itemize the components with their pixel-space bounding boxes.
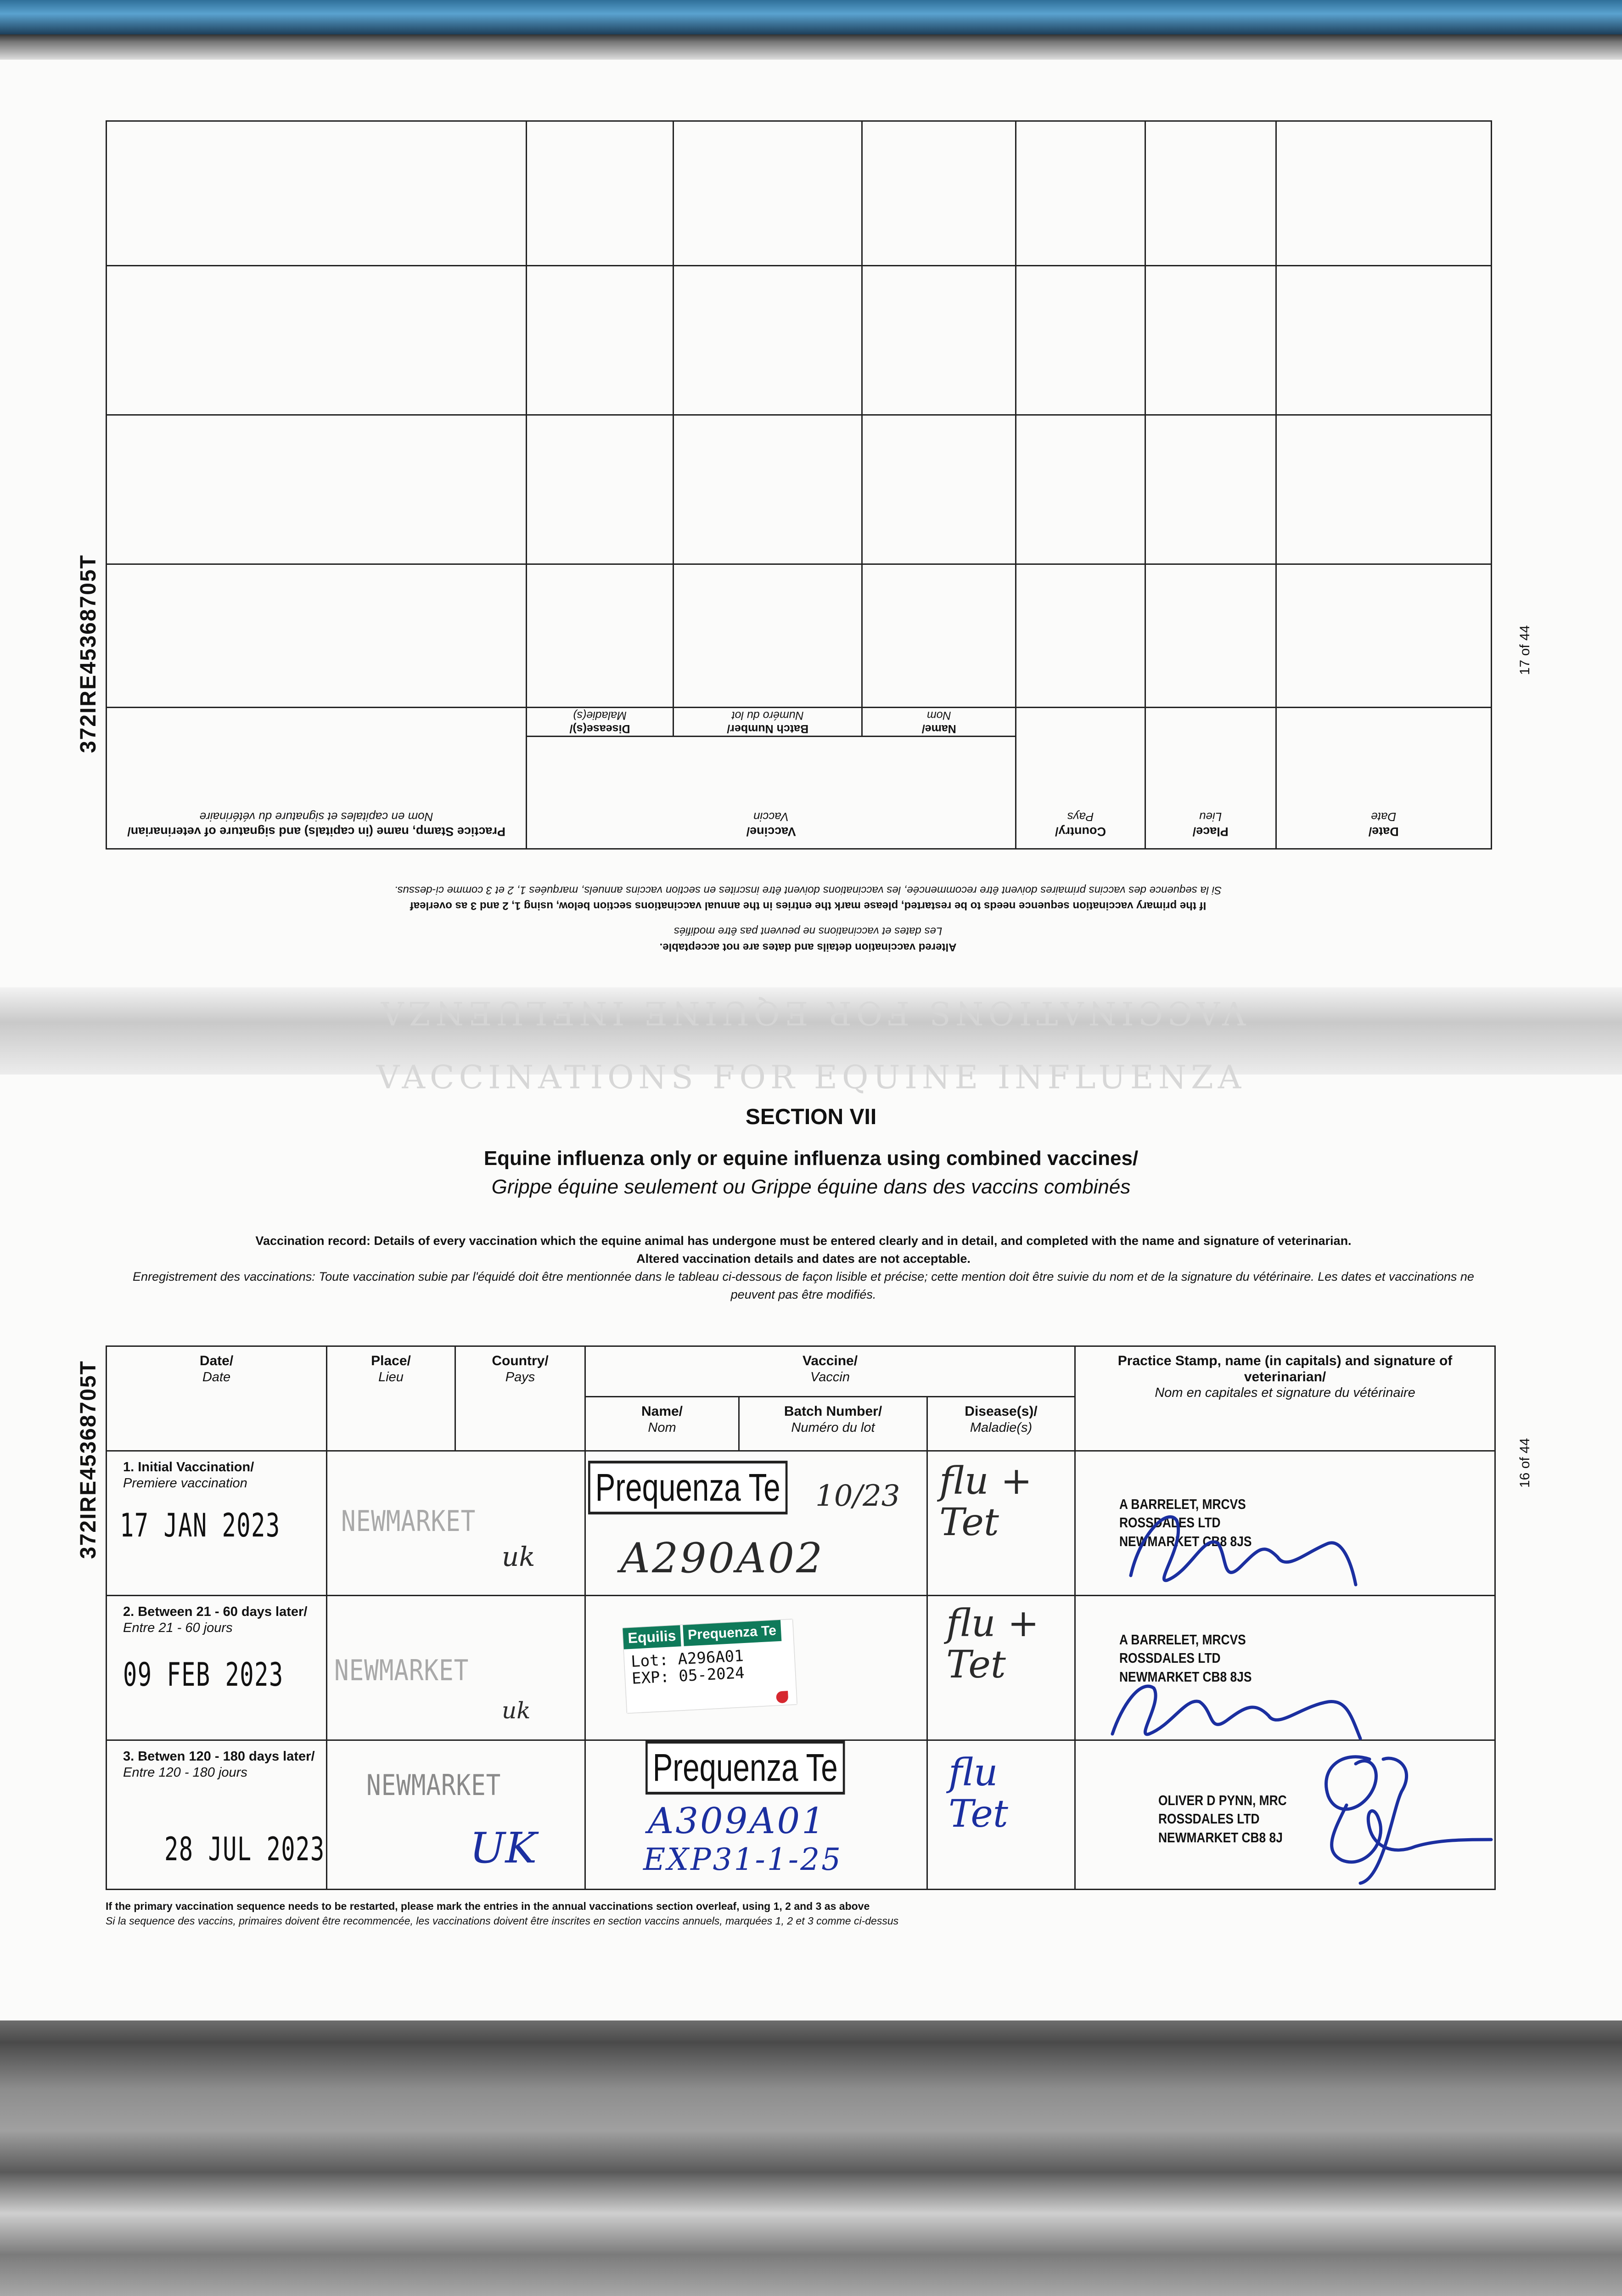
row2-country: uk: [502, 1697, 531, 1724]
row1-signature: [1112, 1479, 1369, 1598]
row3-vet-stamp: [1158, 1791, 1287, 1847]
table-row: [107, 1740, 1495, 1890]
page-title-fr: Grippe équine seulement ou Grippe équine dans des vaccins combinés: [491, 1176, 1131, 1198]
row2-vet-practice: ROSSDALES LTD: [1119, 1650, 1221, 1666]
page-top-shadow: [0, 34, 1622, 60]
row3-batch-expiry: EXP31-1-25: [643, 1842, 843, 1877]
upper-note-restart-fr: Si la sequence des vaccins primaires doivent être recommencée, les vaccinations doivent être inscrites en section vaccins annuels, marquées 1, 2 et 3 comme ci-dessus.: [394, 884, 1222, 896]
row1-country: uk: [502, 1541, 535, 1572]
upper-heading-bleed: VACCINATIONS FOR EQUINE INFLUENZA: [376, 994, 1246, 1032]
page-number: 16 of 44: [1517, 1438, 1532, 1488]
record-altered: Altered vaccination details and dates are not acceptable.: [636, 1252, 971, 1266]
vaccination-table: [106, 1345, 1494, 1890]
sticker-details: Lot: A296A01 EXP: 05-2024: [630, 1647, 745, 1688]
row2-date-cell: [107, 1596, 327, 1740]
col-date: Date/ Date: [107, 1346, 327, 1451]
col-stamp: Practice Stamp, name (in capitals) and signature of veterinarian/ Nom en capitales et signature du vétérinaire: [1075, 1346, 1495, 1451]
row2-disease: flu + Tet: [946, 1602, 1039, 1687]
sticker-red-mark: [776, 1691, 788, 1703]
col-name: Name/ Nom: [585, 1397, 739, 1451]
upper-col-batch: Batch Number/ Numéro du lot: [673, 708, 862, 737]
row1-batch: A290A02: [620, 1534, 825, 1582]
row1-place-country-cell: [327, 1451, 585, 1596]
row3-vet-address: NEWMARKET CB8 8J: [1158, 1829, 1283, 1846]
upper-passport-id: 372IRE45368705T: [76, 554, 101, 753]
row1-date-cell: [107, 1451, 327, 1596]
upper-col-place: Place/ Lieu: [1145, 708, 1276, 849]
upper-col-country: Country/ Pays: [1016, 708, 1145, 849]
table-row: [107, 1596, 1495, 1740]
row2-vet-name: A BARRELET, MRCVS: [1119, 1632, 1246, 1648]
row1-vet-practice: ROSSDALES LTD: [1119, 1514, 1221, 1531]
upper-col-stamp: Practice Stamp, name (in capitals) and signature of veterinarian/ Nom en capitales et signature du vétérinaire: [107, 708, 527, 849]
upper-col-disease: Disease(s)/ Maladie(s): [527, 708, 673, 737]
upper-note-altered-fr: Les dates et vaccinations ne peuvent pas être modifiés: [673, 925, 943, 938]
row3-date-cell: [107, 1740, 327, 1890]
upper-note-altered: Altered vaccination details and dates are not acceptable.: [659, 941, 957, 954]
col-country: Country/ Pays: [455, 1346, 585, 1451]
record-text: Vaccination record: Details of every vaccination which the equine animal has undergone must be entered clearly and in detail, and completed with the name and signature of veterinarian.: [255, 1234, 1352, 1248]
section-title: SECTION VII: [745, 1105, 877, 1129]
row3-batch: A309A01: [648, 1801, 826, 1842]
row1-place: NEWMARKET: [341, 1504, 476, 1538]
row1-vet-address: NEWMARKET CB8 8JS: [1119, 1533, 1252, 1549]
passport-id: 372IRE45368705T: [76, 1360, 101, 1559]
row1-stamp-cell: [1075, 1451, 1495, 1596]
row1-date: 17 JAN 2023: [120, 1507, 281, 1544]
row1-disease-cell: [927, 1451, 1075, 1596]
row3-disease: flu Tet: [949, 1751, 1008, 1836]
footnote: [106, 1899, 898, 1928]
sticker-product: Prequenza Te: [683, 1620, 781, 1646]
upper-col-vaccine: Vaccine/ Vaccin: [527, 737, 1016, 849]
page-title: Equine influenza only or equine influenza using combined vaccines/: [483, 1147, 1139, 1170]
record-instructions: [115, 1232, 1492, 1304]
row3-place-country-cell: [327, 1740, 585, 1890]
scanner-bottom-edge: [0, 2020, 1622, 2296]
row3-country: UK: [470, 1823, 537, 1873]
row2-stamp-cell: [1075, 1596, 1495, 1740]
row2-date: 09 FEB 2023: [123, 1656, 284, 1694]
col-vaccine: Vaccine/ Vaccin: [585, 1346, 1075, 1397]
footnote-en: If the primary vaccination sequence needs to be restarted, please mark the entries in the annual vaccinations section overleaf, using 1, 2 and 3 as above: [106, 1900, 870, 1912]
row3-stamp-cell: [1075, 1740, 1495, 1890]
watermark: VACCINATIONS FOR EQUINE INFLUENZA: [376, 1058, 1246, 1096]
row1-label: 1. Initial Vaccination/ Premiere vaccination: [123, 1460, 254, 1491]
vaccine-sticker: [623, 1619, 797, 1713]
col-batch: Batch Number/ Numéro du lot: [739, 1397, 927, 1451]
row3-disease-cell: [927, 1740, 1075, 1890]
row1-disease: flu + Tet: [939, 1459, 1033, 1545]
row3-place: NEWMARKET: [366, 1768, 501, 1802]
upper-page-number: 17 of 44: [1517, 625, 1532, 675]
footnote-fr: Si la sequence des vaccins, primaires doivent être recommencée, les vaccinations doivent être inscrites en section vaccins annuels, marquées 1, 2 et 3 comme ci-dessus: [106, 1915, 899, 1927]
row3-vet-practice: ROSSDALES LTD: [1158, 1811, 1260, 1827]
sticker-brand: Equilis: [623, 1625, 681, 1649]
row2-vet-address: NEWMARKET CB8 8JS: [1119, 1668, 1252, 1685]
upper-notes: [220, 882, 1396, 955]
row1-vet-name: A BARRELET, MRCVS: [1119, 1496, 1246, 1512]
row3-vaccine-name: Prequenza Te: [645, 1741, 845, 1795]
row1-vaccine-name: Prequenza Te: [588, 1461, 787, 1514]
upper-col-date: Date/ Date: [1276, 708, 1491, 849]
scanner-top-edge: [0, 0, 1622, 34]
col-place: Place/ Lieu: [327, 1346, 455, 1451]
row3-date: 28 JUL 2023: [164, 1830, 325, 1868]
upper-note-restart: If the primary vaccination sequence needs to be restarted, please mark the entries in the annual vaccinations section below, using 1, 2 and 3 as overleaf: [410, 900, 1207, 912]
row3-label: 3. Betwen 120 - 180 days later/ Entre 120 - 180 jours: [123, 1749, 315, 1780]
record-text-fr: Enregistrement des vaccinations: Toute vaccination subie par l'équidé doit être mentionnée dans le tableau ci-dessous de façon lisible et précise; cette mention doit être suivie du nom et de la signature du vétérinaire. Les dates et vaccinations ne peuvent pas être modifiés.: [133, 1270, 1474, 1302]
row2-disease-cell: [927, 1596, 1075, 1740]
row1-batch-expiry: 10/23: [815, 1479, 900, 1513]
col-disease: Disease(s)/ Maladie(s): [927, 1397, 1075, 1451]
row3-signature: [1278, 1741, 1493, 1888]
upper-vaccination-table: [106, 152, 1492, 850]
row2-signature: [1103, 1651, 1388, 1743]
row2-vaccine-cell: [585, 1596, 927, 1740]
row2-place-country-cell: [327, 1596, 585, 1740]
table-row: [107, 1451, 1495, 1596]
row2-label: 2. Between 21 - 60 days later/ Entre 21 - 60 jours: [123, 1604, 308, 1635]
row3-vaccine-cell: [585, 1740, 927, 1890]
row2-place: NEWMARKET: [334, 1654, 469, 1687]
upper-col-name: Name/ Nom: [862, 708, 1016, 737]
row3-vet-name: OLIVER D PYNN, MRC: [1158, 1792, 1287, 1808]
row1-vaccine-cell: [585, 1451, 927, 1596]
